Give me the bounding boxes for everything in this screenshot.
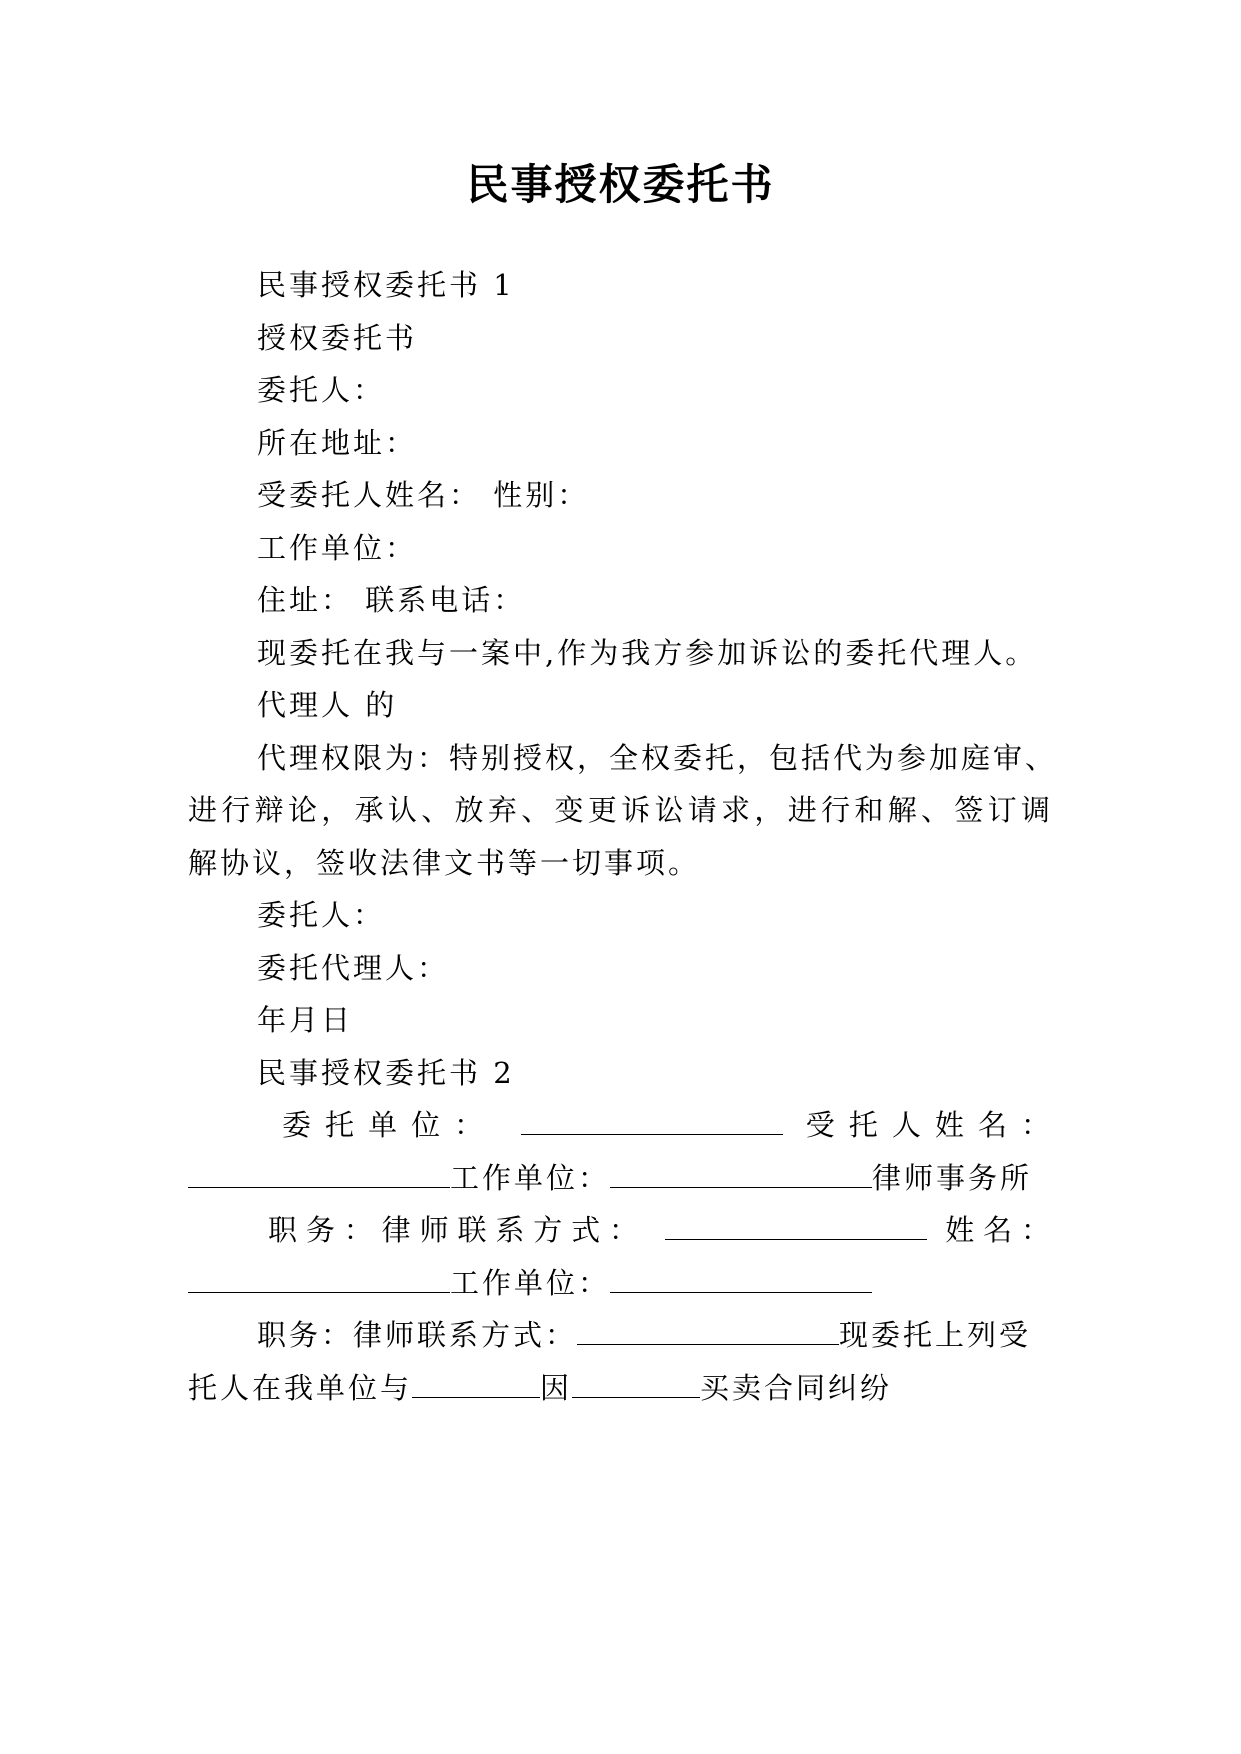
form-line-position-name xyxy=(268,1208,1053,1249)
entrust-statement: 现委托在我与一案中,作为我方参加诉讼的委托代理人。 xyxy=(257,636,1038,670)
principal-signature-field: 委托人： xyxy=(257,898,386,932)
principal-field: 委托人： xyxy=(257,373,386,407)
doc-subtitle: 授权委托书 xyxy=(257,321,418,355)
work-unit-blank[interactable] xyxy=(610,1161,872,1188)
agent-name-label: 受托人姓名： xyxy=(805,1108,1053,1142)
section-heading-2: 民事授权委托书 2 xyxy=(257,1056,515,1090)
address-field: 所在地址： xyxy=(257,426,418,460)
name-label: 姓名： xyxy=(945,1213,1053,1247)
entrust-text-2: 托人在我单位与 xyxy=(188,1371,413,1405)
name-blank[interactable] xyxy=(188,1266,450,1293)
because-label: 因 xyxy=(540,1371,573,1405)
work-unit-label: 工作单位： xyxy=(450,1161,611,1195)
unit-blank[interactable] xyxy=(521,1108,783,1135)
residence-phone-field: 住址： 联系电话： xyxy=(257,583,526,617)
contact-blank[interactable] xyxy=(665,1213,927,1240)
law-firm-label: 律师事务所 xyxy=(872,1161,1033,1195)
position-contact-label-2: 职务：律师联系方式： xyxy=(257,1318,578,1352)
agent-signature-field: 委托代理人： xyxy=(257,951,450,985)
reason-blank[interactable] xyxy=(572,1371,700,1398)
contact-blank-2[interactable] xyxy=(577,1318,839,1345)
document-title: 民事授权委托书 xyxy=(466,160,775,209)
entrust-text-1: 现委托上列受 xyxy=(839,1318,1032,1352)
work-unit-label-2: 工作单位： xyxy=(450,1266,611,1300)
authority-paragraph-line-2: 进行辩论，承认、放弃、变更诉讼请求，进行和解、签订调 xyxy=(188,793,1053,827)
form-line-unit-agent xyxy=(282,1103,1053,1144)
agent-name-blank[interactable] xyxy=(188,1161,450,1188)
work-unit-blank-2[interactable] xyxy=(610,1266,872,1293)
unit-label: 委托单位： xyxy=(282,1108,498,1142)
position-contact-label: 职务：律师联系方式： xyxy=(268,1213,647,1247)
form-line-workunit xyxy=(188,1156,1032,1197)
form-line-position-entrust xyxy=(257,1313,1031,1354)
work-unit-field: 工作单位： xyxy=(257,531,418,565)
agent-name-gender-field: 受委托人姓名： 性别： xyxy=(257,478,590,512)
authority-paragraph-line-3: 解协议，签收法律文书等一切事项。 xyxy=(188,846,701,880)
form-line-dispute xyxy=(188,1366,892,1407)
section-heading-1: 民事授权委托书 1 xyxy=(257,268,515,302)
authority-paragraph-line-1: 代理权限为：特别授权，全权委托，包括代为参加庭审、 xyxy=(257,741,1058,775)
dispute-label: 买卖合同纠纷 xyxy=(700,1371,893,1405)
agent-line: 代理人 的 xyxy=(257,688,398,722)
form-line-workunit-2 xyxy=(188,1261,872,1302)
party-blank[interactable] xyxy=(412,1371,540,1398)
date-field: 年月日 xyxy=(257,1003,354,1037)
